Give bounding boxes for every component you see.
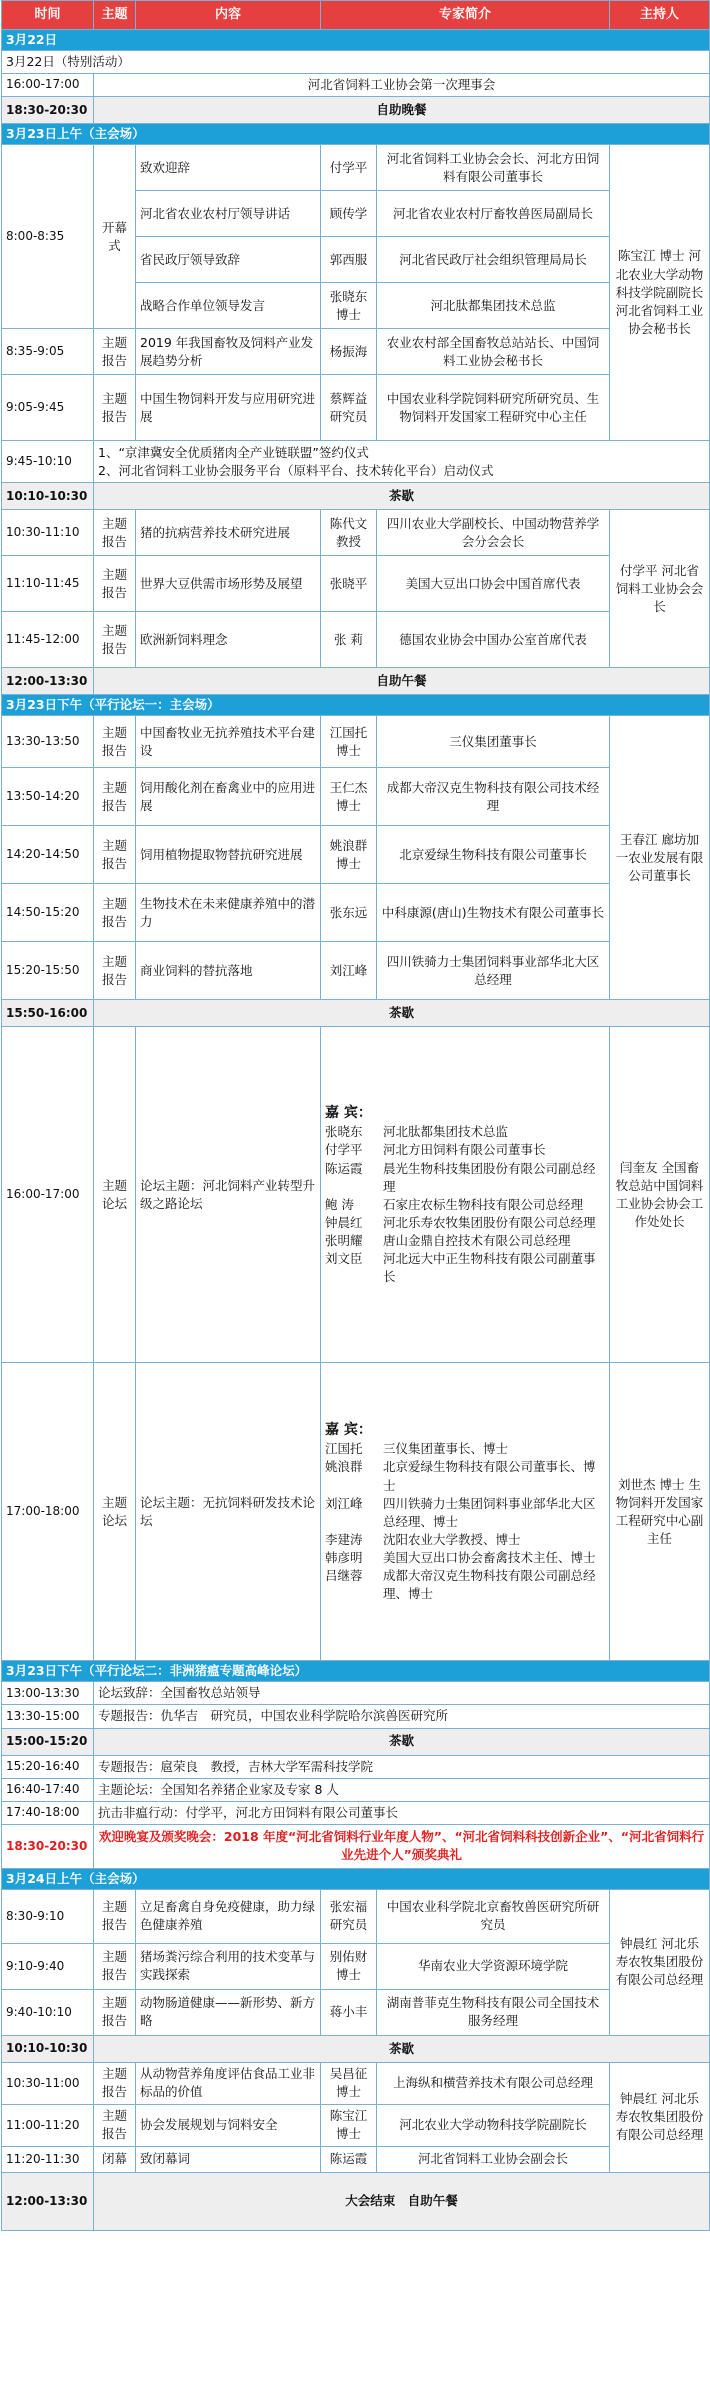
table-row: 14:50-15:20 主题报告 生物技术在未来健康养殖中的潜力 张东远 中科康源(唐山)生物技术有限公司董事长 xyxy=(2,884,710,942)
table-row: 11:45-12:00 主题报告 欧洲新饲料理念 张 莉 德国农业协会中国办公室首席代表 xyxy=(2,612,710,668)
host-cell: 钟晨红 河北乐寿农牧集团股份有限公司总经理 xyxy=(610,2062,710,2172)
table-row: 13:00-13:30 论坛致辞：全国畜牧总站领导 xyxy=(2,1682,710,1705)
header-topic: 主题 xyxy=(94,1,136,30)
break-row: 15:50-16:00 茶歇 xyxy=(2,1000,710,1027)
ceremony-2: 2、河北省饲料工业协会服务平台（原料平台、技术转化平台）启动仪式 xyxy=(98,462,494,478)
guest: 江国托 三仪集团董事长、博士 xyxy=(325,1441,509,1457)
dinner-row: 18:30-20:30 欢迎晚宴及颁奖晚会：2018 年度“河北省饲料行业年度人物”、“河北省饲料科技创新企业”、“河北省饲料行业先进个人”颁奖典礼 xyxy=(2,1824,710,1868)
break-row: 10:10-10:30 茶歇 xyxy=(2,483,710,510)
guest: 姚浪群 北京爱绿生物科技有限公司董事长、博士 xyxy=(325,1459,596,1493)
guest: 钟晨红 河北乐寿农牧集团股份有限公司总经理 xyxy=(325,1214,596,1230)
guest: 刘文臣 河北远大中正生物科技有限公司副董事长 xyxy=(325,1251,596,1285)
table-row: 8:00-8:35 开幕式 致欢迎辞 付学平 河北省饲料工业协会会长、河北方田饲料有限公司董事长 陈宝江 博士 河北农业大学动物科技学院副院长 河北省饲料工业协会秘书长 xyxy=(2,145,710,191)
table-row: 13:30-13:50 主题报告 中国畜牧业无抗养殖技术平台建设 江国托博士 三仪集团董事长 王春江 廊坊加一农业发展有限公司董事长 xyxy=(2,716,710,768)
forum-row: 17:00-18:00 主题论坛 论坛主题：无抗饲料研发技术论坛 嘉 宾： 江国托 三仪集团董事长、博士 姚浪群 北京爱绿生物科技有限公司董事长、博士 刘江峰 四川铁骑力士集团饲料事业部华北大区总经理、博士 李建涛 沈阳农业大学教授、博士 韩彦明 美国大豆出口协会畜禽技术主任、博士 吕继蓉 成都大帝汉克生物科技有限公司副总经理、博士 刘世杰 博士 生物饲料开发国家工程研究中心副主任 xyxy=(2,1363,710,1661)
table-row: 11:00-11:20 主题报告 协会发展规划与饲料安全 陈宝江博士 河北农业大学动物科技学院副院长 xyxy=(2,2104,710,2146)
header-expert: 专家简介 xyxy=(321,1,610,30)
guest: 付学平 河北方田饲料有限公司董事长 xyxy=(325,1142,546,1158)
table-row: 9:45-10:10 1、“京津冀安全优质猪肉全产业链联盟”签约仪式 2、河北省饲料工业协会服务平台（原料平台、技术转化平台）启动仪式 xyxy=(2,441,710,483)
host-cell: 闫奎友 全国畜牧总站中国饲料工业协会协会工作处处长 xyxy=(610,1027,710,1363)
ceremony-1: 1、“京津冀安全优质猪肉全产业链联盟”签约仪式 xyxy=(98,444,369,460)
table-row: 10:30-11:10 主题报告 猪的抗病营养技术研究进展 陈代文教授 四川农业大学副校长、中国动物营养学会分会会长 付学平 河北省饲料工业协会会长 xyxy=(2,510,710,556)
table-row: 省民政厅领导致辞 郭西服 河北省民政厅社会组织管理局局长 xyxy=(2,237,710,283)
day-header: 3月22日 xyxy=(2,30,710,51)
day-header: 3月23日上午（主会场） xyxy=(2,124,710,145)
guest: 张明耀 唐山金鼎自控技术有限公司总经理 xyxy=(325,1233,571,1249)
guest-list: 嘉 宾： 江国托 三仪集团董事长、博士 姚浪群 北京爱绿生物科技有限公司董事长、博士 刘江峰 四川铁骑力士集团饲料事业部华北大区总经理、博士 李建涛 沈阳农业大学教授、博士 韩彦明 美国大豆出口协会畜禽技术主任、博士 吕继蓉 成都大帝汉克生物科技有限公司副总经理、博士 xyxy=(321,1363,610,1661)
table-row: 10:30-11:00 主题报告 从动物营养角度评估食品工业非标品的价值 吴昌征博士 上海纵和横营养技术有限公司总经理 钟晨红 河北乐寿农牧集团股份有限公司总经理 xyxy=(2,2062,710,2104)
table-row: 15:20-15:50 主题报告 商业饲料的替抗落地 刘江峰 四川铁骑力士集团饲料事业部华北大区总经理 xyxy=(2,942,710,1000)
guest-list: 嘉 宾： 张晓东 河北肽都集团技术总监 付学平 河北方田饲料有限公司董事长 陈运霞 晨光生物科技集团股份有限公司副总经理 鲍 涛 石家庄农标生物科技有限公司总经理 钟晨红 河北乐寿农牧集团股份有限公司总经理 张明耀 唐山金鼎自控技术有限公司总经理 刘文臣 河北远大中正生物科技有限公司副董事长 xyxy=(321,1027,610,1363)
header-host: 主持人 xyxy=(610,1,710,30)
host-cell: 钟晨红 河北乐寿农牧集团股份有限公司总经理 xyxy=(610,1889,710,2035)
guest: 陈运霞 晨光生物科技集团股份有限公司副总经理 xyxy=(325,1160,596,1194)
day-header: 3月23日下午（平行论坛一：主会场） xyxy=(2,695,710,716)
guest: 刘江峰 四川铁骑力士集团饲料事业部华北大区总经理、博士 xyxy=(325,1495,596,1529)
break-row: 15:00-15:20 茶歇 xyxy=(2,1728,710,1755)
host-cell: 刘世杰 博士 生物饲料开发国家工程研究中心副主任 xyxy=(610,1363,710,1661)
break-row: 12:00-13:30 自助午餐 xyxy=(2,668,710,695)
host-cell: 陈宝江 博士 河北农业大学动物科技学院副院长 河北省饲料工业协会秘书长 xyxy=(610,145,710,441)
agenda-table xyxy=(1,0,710,2231)
table-row: 8:35-9:05 主题报告 2019 年我国畜牧及饲料产业发展趋势分析 杨振海 农业农村部全国畜牧总站站长、中国饲料工业协会秘书长 xyxy=(2,329,710,375)
break-row: 10:10-10:30 茶歇 xyxy=(2,2035,710,2062)
table-row: 河北省农业农村厅领导讲话 顾传学 河北省农业农村厅畜牧兽医局副局长 xyxy=(2,191,710,237)
break-row: 18:30-20:30 自助晚餐 xyxy=(2,97,710,124)
guest: 鲍 涛 石家庄农标生物科技有限公司总经理 xyxy=(325,1196,584,1212)
forum-row: 16:00-17:00 主题论坛 论坛主题：河北饲料产业转型升级之路论坛 嘉 宾： 张晓东 河北肽都集团技术总监 付学平 河北方田饲料有限公司董事长 陈运霞 晨光生物科技集团股份有限公司副总经理 鲍 涛 石家庄农标生物科技有限公司总经理 钟晨红 河北乐寿农牧集团股份有限公司总经理 张明耀 唐山金鼎自控技术有限公司总经理 刘文臣 河北远大中正生物科技有限公司副董事长 闫奎友 全国畜牧总站中国饲料工业协会协会工作处处长 xyxy=(2,1027,710,1363)
table-row: 8:30-9:10 主题报告 立足畜禽自身免疫健康，助力绿色健康养殖 张宏福研究员 中国农业科学院北京畜牧兽医研究所研究员 钟晨红 河北乐寿农牧集团股份有限公司总经理 xyxy=(2,1889,710,1943)
guest: 吕继蓉 成都大帝汉克生物科技有限公司副总经理、博士 xyxy=(325,1568,596,1602)
guest: 张晓东 河北肽都集团技术总监 xyxy=(325,1124,509,1140)
table-row: 9:05-9:45 主题报告 中国生物饲料开发与应用研究进展 蔡辉益研究员 中国农业科学院饲料研究所研究员、生物饲料开发国家工程研究中心主任 xyxy=(2,375,710,441)
header-row xyxy=(2,1,710,30)
table-row: 13:30-15:00 专题报告：仇华吉 研究员，中国农业科学院哈尔滨兽医研究所 xyxy=(2,1705,710,1728)
host-cell: 王春江 廊坊加一农业发展有限公司董事长 xyxy=(610,716,710,1000)
host-cell: 付学平 河北省饲料工业协会会长 xyxy=(610,510,710,668)
table-row: 11:10-11:45 主题报告 世界大豆供需市场形势及展望 张晓平 美国大豆出口协会中国首席代表 xyxy=(2,556,710,612)
guest: 李建涛 沈阳农业大学教授、博士 xyxy=(325,1531,521,1547)
header-content: 内容 xyxy=(136,1,321,30)
day-header: 3月24日上午（主会场） xyxy=(2,1868,710,1889)
day-header: 3月23日下午（平行论坛二：非洲猪瘟专题高峰论坛） xyxy=(2,1661,710,1682)
header-time: 时间 xyxy=(2,1,94,30)
table-row: 13:50-14:20 主题报告 饲用酸化剂在畜禽业中的应用进展 王仁杰博士 成都大帝汉克生物科技有限公司技术经理 xyxy=(2,768,710,826)
table-row: 3月22日（特别活动） xyxy=(2,51,710,74)
table-row: 16:40-17:40 主题论坛：全国知名养猪企业家及专家 8 人 xyxy=(2,1778,710,1801)
table-row: 15:20-16:40 专题报告：扈荣良 教授，吉林大学军需科技学院 xyxy=(2,1755,710,1778)
table-row: 9:10-9:40 主题报告 猪场粪污综合利用的技术变革与实践探索 别佑财博士 华南农业大学资源环境学院 xyxy=(2,1943,710,1989)
table-row: 16:00-17:00 河北省饲料工业协会第一次理事会 xyxy=(2,74,710,97)
guest: 韩彦明 美国大豆出口协会畜禽技术主任、博士 xyxy=(325,1550,596,1566)
table-row: 11:20-11:30 闭幕 致闭幕词 陈运霞 河北省饲料工业协会副会长 xyxy=(2,2146,710,2172)
table-row: 战略合作单位领导发言 张晓东博士 河北肽都集团技术总监 xyxy=(2,283,710,329)
table-row: 17:40-18:00 抗击非瘟行动：付学平，河北方田饲料有限公司董事长 xyxy=(2,1801,710,1824)
table-row: 14:20-14:50 主题报告 饲用植物提取物替抗研究进展 姚浪群博士 北京爱绿生物科技有限公司董事长 xyxy=(2,826,710,884)
table-row: 9:40-10:10 主题报告 动物肠道健康——新形势、新方略 蒋小丰 湖南普菲克生物科技有限公司全国技术服务经理 xyxy=(2,1989,710,2035)
break-row: 12:00-13:30 大会结束 自助午餐 xyxy=(2,2172,710,2230)
